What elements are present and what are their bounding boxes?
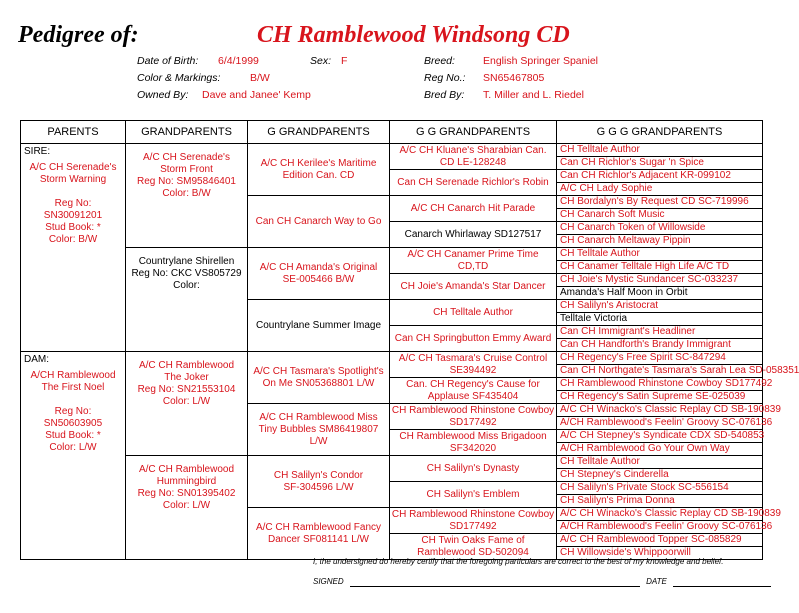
- gg-grandparent-line: CH Salilyn's Dynasty: [426, 462, 520, 474]
- dam-line: Color: L/W: [49, 442, 97, 453]
- sex-value: F: [341, 55, 348, 67]
- ggg-grandparent-cell: CH Canamer Telltale High Life A/C TD: [557, 261, 763, 274]
- dam-label: DAM:: [24, 354, 49, 365]
- sire-details: [21, 162, 125, 246]
- certify-text: I, the undersigned do hereby certify that the foregoing particulars are correct to the best of my knowledge and belief.: [313, 557, 724, 566]
- col-gg-grandparents: G G GRANDPARENTS: [390, 121, 557, 144]
- col-ggg-grandparents: G G G GRANDPARENTS: [557, 121, 763, 144]
- g-grandparent-line: A/C CH Kerilee's Maritime: [260, 157, 377, 169]
- pedigree-row: [21, 456, 763, 469]
- grandparent-cell: [126, 456, 248, 560]
- ggg-grandparent-cell: Can CH Handforth's Brandy Immigrant: [557, 339, 763, 352]
- grandparent-cell: [126, 352, 248, 456]
- gg-grandparent-line: SF342020: [449, 442, 497, 454]
- owned-label: Owned By:: [137, 89, 189, 101]
- g-grandparent-cell: [248, 404, 390, 456]
- gg-grandparent-cell: [390, 196, 557, 222]
- sire-cell: [21, 144, 126, 352]
- ggg-grandparent-cell: CH Salilyn's Prima Donna: [557, 495, 763, 508]
- g-grandparent-cell: [248, 248, 390, 300]
- ggg-grandparent-cell: CH Canarch Meltaway Pippin: [557, 235, 763, 248]
- ggg-grandparent-cell: A/C CH Stepney's Syndicate CDX SD-540853: [557, 430, 763, 443]
- grandparent-cell: [126, 248, 248, 352]
- ggg-grandparent-cell: CH Canarch Soft Music: [557, 209, 763, 222]
- bred-value: T. Miller and L. Riedel: [483, 89, 584, 101]
- grandparent-line: The Joker: [164, 372, 209, 383]
- sire-line: Stud Book: *: [45, 222, 101, 233]
- grandparent-line: Reg No: CKC VS805729: [131, 268, 242, 279]
- grandparent-cell: [126, 144, 248, 248]
- reg-label: Reg No.:: [424, 72, 466, 84]
- gg-grandparent-line: CH Telltale Author: [433, 306, 513, 318]
- signature-line[interactable]: [313, 577, 771, 587]
- ggg-grandparent-cell: CH Regency's Satin Supreme SE-025039: [557, 391, 763, 404]
- gg-grandparent-cell: [390, 274, 557, 300]
- ggg-grandparent-cell: A/CH Ramblewood's Feelin' Groovy SC-076136: [557, 521, 763, 534]
- g-grandparent-cell: [248, 144, 390, 196]
- dam-line: [21, 394, 125, 406]
- column-header-row: [21, 121, 763, 144]
- g-grandparent-line: A/C CH Tasmara's Spotlight's: [253, 365, 384, 377]
- g-grandparent-cell: [248, 300, 390, 352]
- gg-grandparent-line: SE394492: [449, 364, 497, 376]
- gg-grandparent-cell: [390, 144, 557, 170]
- g-grandparent-cell: [248, 456, 390, 508]
- gg-grandparent-cell: [390, 248, 557, 274]
- pedigree-row: [21, 352, 763, 365]
- ggg-grandparent-cell: CH Stepney's Cinderella: [557, 469, 763, 482]
- sex-label: Sex:: [310, 55, 332, 67]
- gg-grandparent-line: SD177492: [449, 416, 497, 428]
- dam-line: A/CH Ramblewood: [30, 370, 116, 381]
- g-grandparent-line: Tiny Bubbles SM86419807: [258, 423, 379, 435]
- ggg-grandparent-cell: CH Telltale Author: [557, 248, 763, 261]
- g-grandparent-line: On Me SN05368801 L/W: [262, 377, 375, 389]
- gg-grandparent-cell: [390, 404, 557, 430]
- ggg-grandparent-cell: Can CH Northgate's Tasmara's Sarah Lea SD-058351: [557, 365, 763, 378]
- gg-grandparent-cell: [390, 378, 557, 404]
- pedigree-table: [20, 120, 799, 560]
- gg-grandparent-line: CH Ramblewood Rhinstone Cowboy: [391, 508, 555, 520]
- gg-grandparent-cell: [390, 508, 557, 534]
- grandparent-line: A/C CH Ramblewood: [138, 360, 235, 371]
- gg-grandparent-cell: [390, 170, 557, 196]
- grandparent-line: Color:: [173, 280, 200, 291]
- gg-grandparent-line: Can CH Serenade Richlor's Robin: [397, 176, 549, 188]
- ggg-grandparent-cell: CH Regency's Free Spirit SC-847294: [557, 352, 763, 365]
- gg-grandparent-cell: [390, 534, 557, 560]
- pedigree-row: [21, 144, 763, 157]
- dam-line: Reg No:: [54, 406, 92, 417]
- gg-grandparent-line: Ramblewood SD-502094: [417, 546, 529, 558]
- gg-grandparent-line: Can. CH Regency's Cause for: [406, 378, 540, 390]
- g-grandparent-line: L/W: [309, 435, 328, 447]
- g-grandparent-line: A/C CH Amanda's Original: [259, 261, 378, 273]
- gg-grandparent-cell: [390, 482, 557, 508]
- ggg-grandparent-cell: A/C CH Ramblewood Topper SC-085829: [557, 534, 763, 547]
- gg-grandparent-line: CH Twin Oaks Fame of: [421, 534, 525, 546]
- gg-grandparent-line: CH Ramblewood Rhinstone Cowboy: [391, 404, 555, 416]
- g-grandparent-line: A/C CH Ramblewood Miss: [259, 411, 378, 423]
- grandparent-line: A/C CH Serenade's: [143, 152, 230, 163]
- gg-grandparent-line: A/C CH Canarch Hit Parade: [410, 202, 536, 214]
- grandparent-line: Color: L/W: [162, 500, 211, 511]
- ggg-grandparent-cell: CH Canarch Token of Willowside: [557, 222, 763, 235]
- dob-label: Date of Birth:: [137, 55, 199, 67]
- sire-line: Storm Warning: [39, 174, 107, 185]
- grandparent-line: A/C CH Ramblewood: [138, 464, 235, 475]
- owned-value: Dave and Janee' Kemp: [202, 89, 311, 101]
- ggg-grandparent-cell: CH Bordalyn's By Request CD SC-719996: [557, 196, 763, 209]
- g-grandparent-cell: [248, 352, 390, 404]
- gg-grandparent-line: Can CH Springbutton Emmy Award: [394, 332, 552, 344]
- ggg-grandparent-cell: CH Ramblewood Rhinstone Cowboy SD177492: [557, 378, 763, 391]
- gg-grandparent-cell: [390, 430, 557, 456]
- col-parents: PARENTS: [21, 121, 126, 144]
- grandparent-line: Hummingbird: [156, 476, 217, 487]
- grandparent-line: Reg No: SN21553104: [137, 384, 236, 395]
- gg-grandparent-line: A/C CH Kluane's Sharabian Can.: [399, 144, 547, 156]
- g-grandparent-line: Edition Can. CD: [282, 169, 355, 181]
- gg-grandparent-line: CD,TD: [457, 260, 489, 272]
- gg-grandparent-cell: [390, 352, 557, 378]
- ggg-grandparent-cell: CH Willowside's Whippoorwill: [557, 547, 763, 560]
- g-grandparent-line: Dancer SF081141 L/W: [268, 533, 369, 545]
- gg-grandparent-line: CD LE-128248: [439, 156, 507, 168]
- ggg-grandparent-cell: CH Joie's Mystic Sundancer SC-033237: [557, 274, 763, 287]
- sire-line: SN30091201: [43, 210, 103, 221]
- dob-value: 6/4/1999: [218, 55, 259, 67]
- g-grandparent-line: Can CH Canarch Way to Go: [255, 215, 382, 227]
- ggg-grandparent-cell: A/CH Ramblewood's Feelin' Groovy SC-076136: [557, 417, 763, 430]
- ggg-grandparent-cell: A/C CH Winacko's Classic Replay CD SB-190839: [557, 508, 763, 521]
- g-grandparent-cell: [248, 196, 390, 248]
- sire-line: [21, 186, 125, 198]
- reg-value: SN65467805: [483, 72, 545, 84]
- col-g-grandparents: G GRANDPARENTS: [248, 121, 390, 144]
- g-grandparent-cell: [248, 508, 390, 560]
- gg-grandparent-line: A/C CH Tasmara's Cruise Control: [398, 352, 548, 364]
- g-grandparent-line: SE-005466 B/W: [282, 273, 355, 285]
- ggg-grandparent-cell: A/C CH Lady Sophie: [557, 183, 763, 196]
- ggg-grandparent-cell: A/C CH Winacko's Classic Replay CD SB-190839: [557, 404, 763, 417]
- g-grandparent-line: A/C CH Ramblewood Fancy: [255, 521, 382, 533]
- ggg-grandparent-cell: CH Salilyn's Private Stock SC-556154: [557, 482, 763, 495]
- gg-grandparent-cell: [390, 456, 557, 482]
- ggg-grandparent-cell: Can CH Immigrant's Headliner: [557, 326, 763, 339]
- date-label: DATE: [646, 577, 667, 586]
- gg-grandparent-line: Canarch Whirlaway SD127517: [404, 228, 542, 240]
- sire-label: SIRE:: [24, 146, 51, 157]
- ggg-grandparent-cell: Amanda's Half Moon in Orbit: [557, 287, 763, 300]
- page-title: Pedigree of:: [18, 22, 139, 48]
- gg-grandparent-cell: [390, 326, 557, 352]
- signed-label: SIGNED: [313, 577, 344, 586]
- gg-grandparent-line: CH Joie's Amanda's Star Dancer: [400, 280, 546, 292]
- color-label: Color & Markings:: [137, 72, 221, 84]
- ggg-grandparent-cell: A/CH Ramblewood Go Your Own Way: [557, 443, 763, 456]
- gg-grandparent-line: CH Salilyn's Emblem: [426, 488, 520, 500]
- g-grandparent-line: CH Salilyn's Condor: [273, 469, 364, 481]
- g-grandparent-line: Countrylane Summer Image: [255, 319, 382, 331]
- g-grandparent-line: SF-304596 L/W: [283, 481, 354, 493]
- gg-grandparent-line: CH Ramblewood Miss Brigadoon: [399, 430, 547, 442]
- ggg-grandparent-cell: Telltale Victoria: [557, 313, 763, 326]
- gg-grandparent-cell: [390, 300, 557, 326]
- ggg-grandparent-cell: Can CH Richlor's Sugar 'n Spice: [557, 157, 763, 170]
- ggg-grandparent-cell: CH Salilyn's Aristocrat: [557, 300, 763, 313]
- grandparent-line: Color: L/W: [162, 396, 211, 407]
- bred-label: Bred By:: [424, 89, 465, 101]
- pedigree-row: [21, 248, 763, 261]
- gg-grandparent-line: SD177492: [449, 520, 497, 532]
- breed-value: English Springer Spaniel: [483, 55, 598, 67]
- date-field[interactable]: [673, 577, 771, 587]
- ggg-grandparent-cell: CH Telltale Author: [557, 144, 763, 157]
- dam-line: Stud Book: *: [45, 430, 101, 441]
- grandparent-line: Storm Front: [160, 164, 213, 175]
- grandparent-line: Reg No: SN01395402: [137, 488, 236, 499]
- sire-line: A/C CH Serenade's: [29, 162, 117, 173]
- gg-grandparent-cell: [390, 222, 557, 248]
- grandparent-line: Color: B/W: [162, 188, 211, 199]
- sire-line: Reg No:: [54, 198, 92, 209]
- col-grandparents: GRANDPARENTS: [126, 121, 248, 144]
- grandparent-line: Countrylane Shirellen: [138, 256, 235, 267]
- dam-line: The First Noel: [41, 382, 105, 393]
- gg-grandparent-line: Applause SF435404: [427, 390, 519, 402]
- dog-name: CH Ramblewood Windsong CD: [257, 22, 570, 48]
- ggg-grandparent-cell: CH Telltale Author: [557, 456, 763, 469]
- dam-cell: [21, 352, 126, 560]
- breed-label: Breed:: [424, 55, 455, 67]
- grandparent-line: Reg No: SM95846401: [137, 176, 236, 187]
- dam-line: SN50603905: [43, 418, 103, 429]
- gg-grandparent-line: A/C CH Canamer Prime Time: [407, 248, 539, 260]
- ggg-grandparent-cell: Can CH Richlor's Adjacent KR-099102: [557, 170, 763, 183]
- dam-details: [21, 370, 125, 454]
- signed-field[interactable]: [350, 577, 640, 587]
- color-value: B/W: [250, 72, 270, 84]
- sire-line: Color: B/W: [48, 234, 98, 245]
